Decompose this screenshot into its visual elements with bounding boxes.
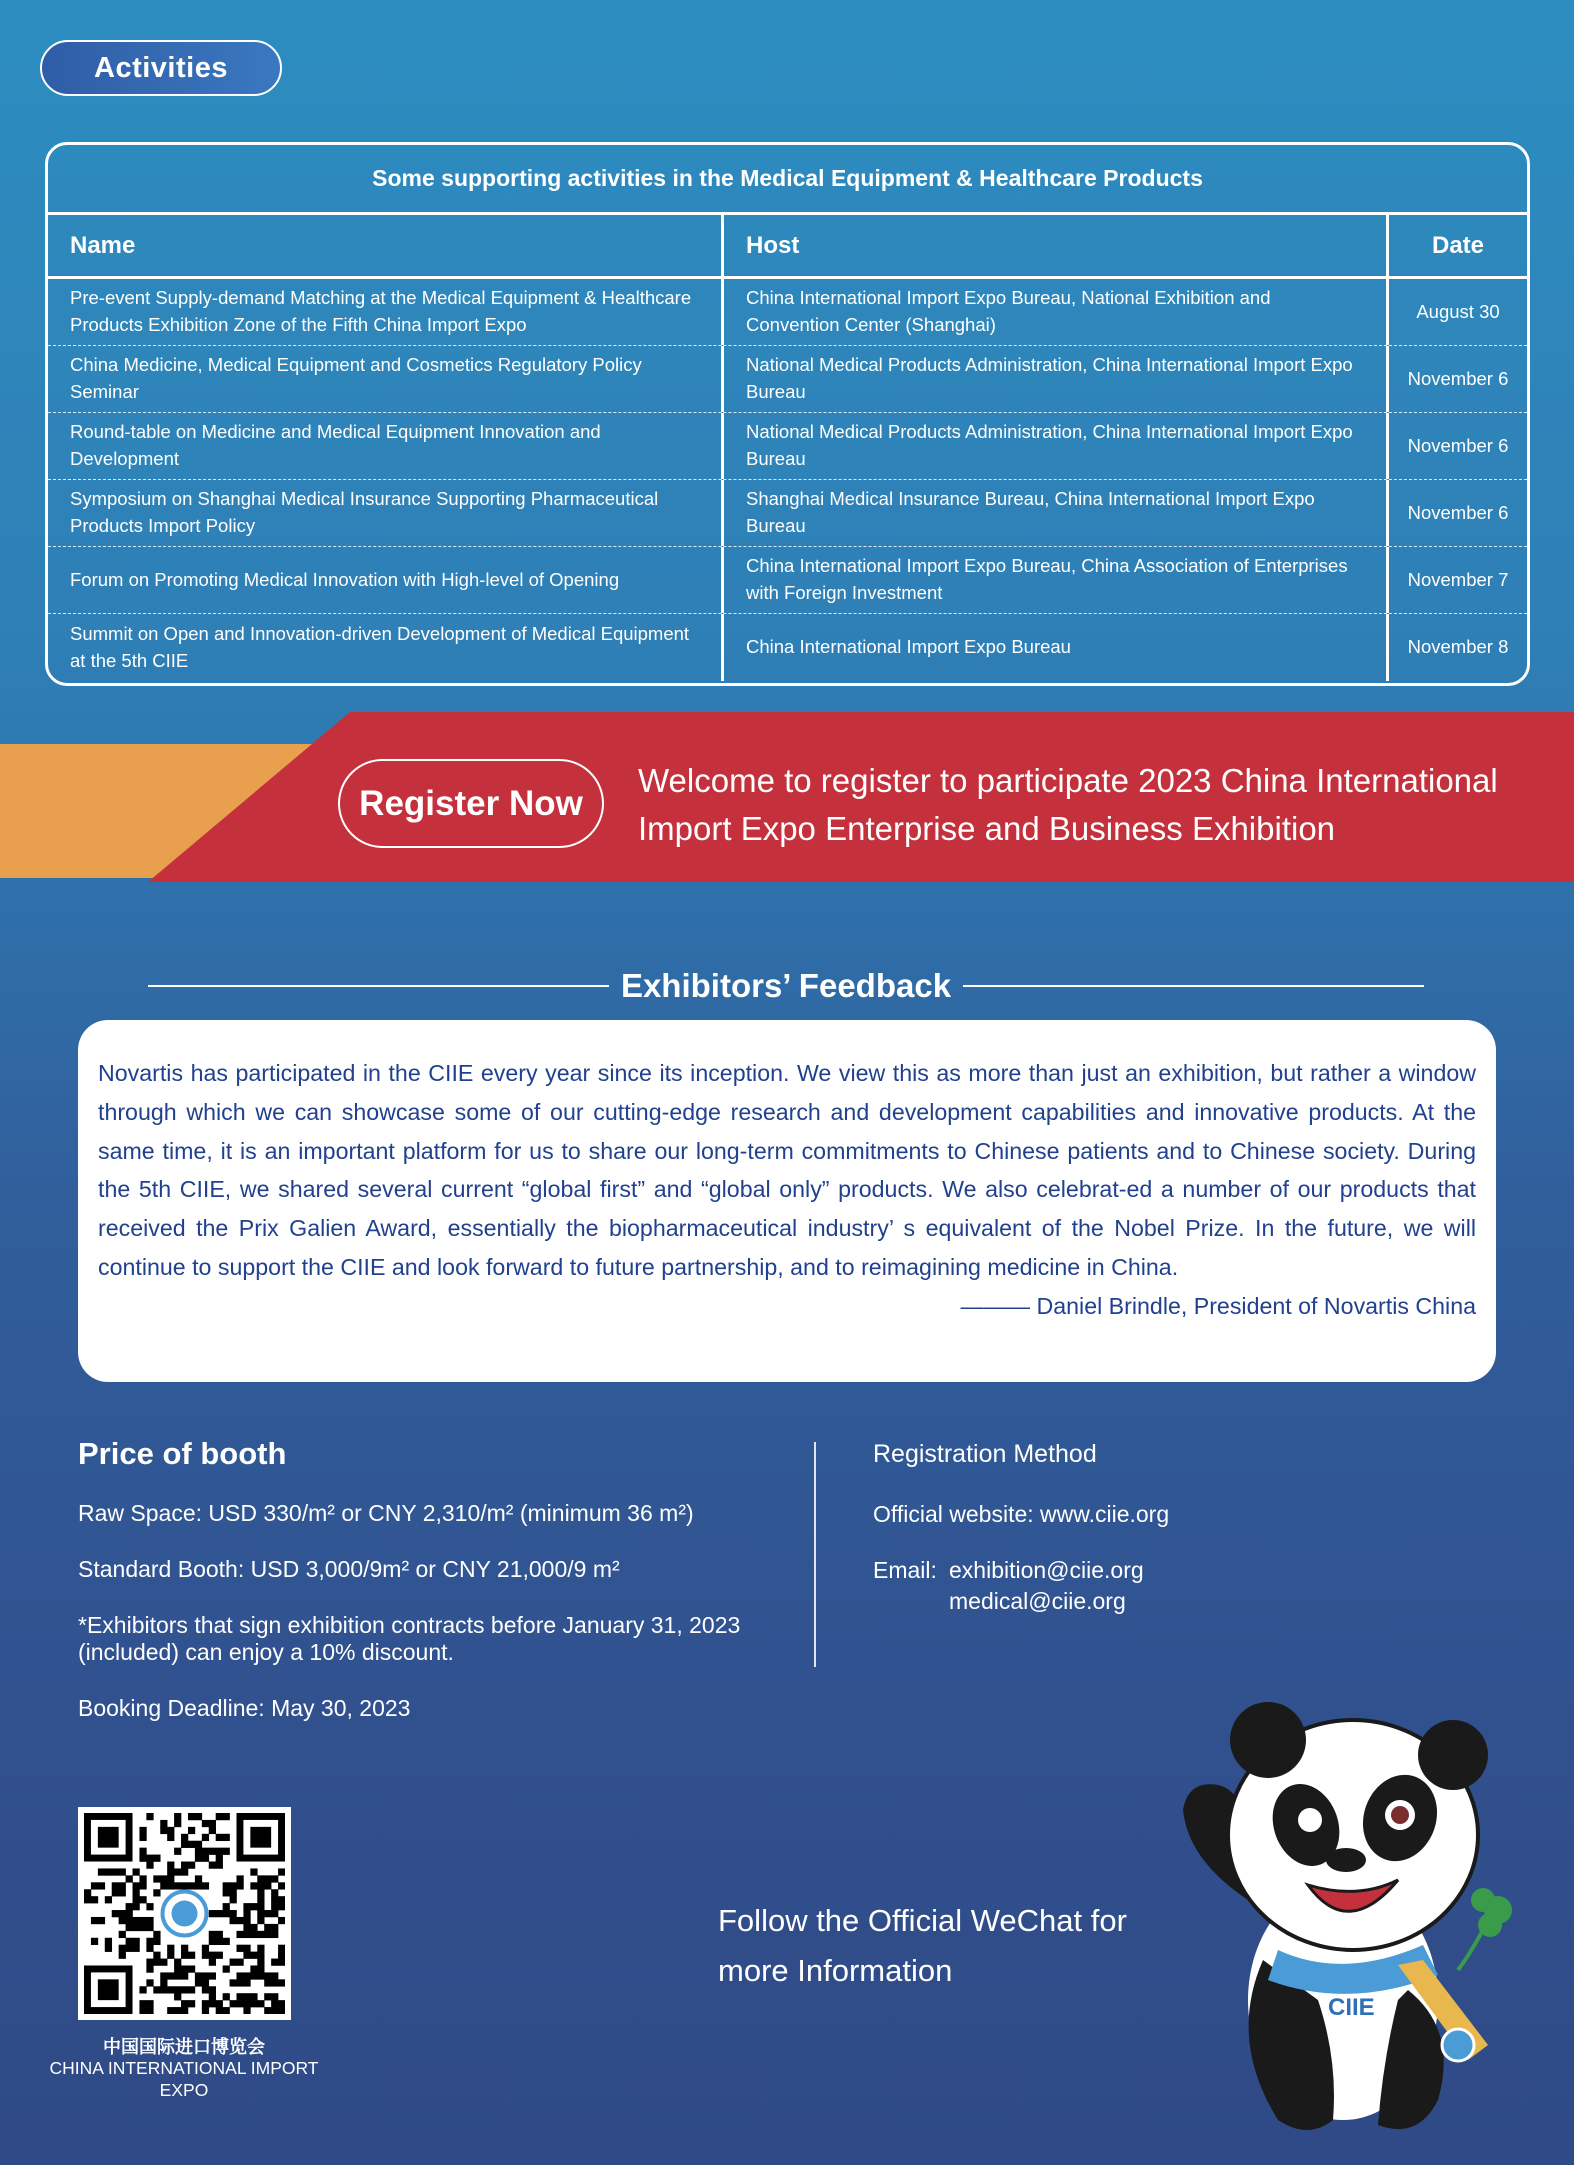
table-header xyxy=(48,215,1527,279)
price-deadline: Booking Deadline: May 30, 2023 xyxy=(78,1695,411,1721)
price-section xyxy=(78,1436,778,1751)
table-caption: Some supporting activities in the Medical Equipment & Healthcare Products xyxy=(48,145,1527,215)
row-host: China International Import Expo Bureau, China Association of Enterprises with Foreign Investment xyxy=(724,547,1389,613)
email-exhibition-link[interactable]: exhibition@ciie.org xyxy=(949,1557,1144,1583)
qr-code-icon xyxy=(84,1813,285,2014)
row-date: November 7 xyxy=(1407,568,1509,590)
row-name: Forum on Promoting Medical Innovation with High-level of Opening xyxy=(48,547,724,613)
table-row xyxy=(48,614,1527,681)
feedback-card xyxy=(78,1020,1496,1382)
price-standard-booth: Standard Booth: USD 3,000/9m² or CNY 21,000/9 m² xyxy=(78,1556,620,1582)
row-host: China International Import Expo Bureau xyxy=(724,614,1389,681)
row-host: National Medical Products Administration, China International Import Expo Bureau xyxy=(724,346,1389,412)
registration-section xyxy=(873,1440,1513,1617)
row-name: China Medicine, Medical Equipment and Cosmetics Regulatory Policy Seminar xyxy=(48,346,724,412)
row-host: Shanghai Medical Insurance Bureau, China International Import Expo Bureau xyxy=(724,480,1389,546)
registration-website[interactable]: Official website: www.ciie.org xyxy=(873,1501,1170,1527)
email-list xyxy=(949,1555,1144,1617)
table-row xyxy=(48,480,1527,547)
row-date: August 30 xyxy=(1416,300,1500,322)
table-row xyxy=(48,346,1527,413)
registration-email xyxy=(873,1555,1513,1617)
row-name: Summit on Open and Innovation-driven Development of Medical Equipment at the 5th CIIE xyxy=(48,614,724,681)
table-row xyxy=(48,547,1527,614)
header-date: Date xyxy=(1431,231,1485,259)
activities-table xyxy=(45,142,1530,686)
feedback-quote: Novartis has participated in the CIIE every year since its inception. We view this as more than just an exhibition, but rather a window through which we can showcase some of our cutting-edge research and development capabilities and innovative products. At the same time, it is an important platform for us to share our long-term commitments to Chinese patients and to Chinese society. During the 5th CIIE, we shared several current “global first” and “global only” products. We also celebrat-ed a number of our products that received the Prix Galien Award, essentially the biopharmaceutical industry’ s equivalent of the Nobel Prize. In the future, we will continue to support the CIIE and look forward to future partnership, and to reimagining medicine in China. xyxy=(98,1060,1476,1280)
price-raw-space: Raw Space: USD 330/m² or CNY 2,310/m² (minimum 36 m²) xyxy=(78,1500,694,1526)
row-host: National Medical Products Administration, China International Import Expo Bureau xyxy=(724,413,1389,479)
column-divider xyxy=(814,1442,816,1667)
follow-wechat-text: Follow the Official WeChat for more Information xyxy=(718,1903,1127,1988)
header-name: Name xyxy=(48,215,724,276)
feedback-title: Exhibitors’ Feedback xyxy=(620,967,952,1004)
row-date: November 6 xyxy=(1407,501,1509,523)
registration-title: Registration Method xyxy=(873,1440,1097,1468)
panda-mascot-icon xyxy=(1168,1700,1528,2145)
row-name: Symposium on Shanghai Medical Insurance Supporting Pharmaceutical Products Import Policy xyxy=(48,480,724,546)
register-now-button[interactable]: Register Now xyxy=(338,759,604,848)
mascot-badge-text: CIIE xyxy=(1328,1994,1375,2021)
feedback-heading xyxy=(148,964,1424,1008)
row-name: Pre-event Supply-demand Matching at the Medical Equipment & Healthcare Products Exhibition Zone of the Fifth China Import Expo xyxy=(48,279,724,345)
email-label: Email: xyxy=(873,1557,937,1583)
row-name: Round-table on Medicine and Medical Equipment Innovation and Development xyxy=(48,413,724,479)
price-title: Price of booth xyxy=(78,1436,287,1471)
wechat-qr-code xyxy=(78,1807,291,2020)
heading-rule-right xyxy=(963,985,1424,987)
heading-rule-left xyxy=(148,985,609,987)
row-host: China International Import Expo Bureau, National Exhibition and Convention Center (Shanghai) xyxy=(724,279,1389,345)
header-host: Host xyxy=(724,215,1389,276)
price-discount-note: *Exhibitors that sign exhibition contracts before January 31, 2023 (included) can enjoy a 10% discount. xyxy=(78,1612,741,1665)
table-row xyxy=(48,279,1527,346)
section-label-activities: Activities xyxy=(40,40,282,96)
row-date: November 6 xyxy=(1407,367,1509,389)
qr-caption-chinese: 中国国际进口博览会 xyxy=(103,2037,265,2057)
banner-welcome-text: Welcome to register to participate 2023 China International Import Expo Enterprise and Business Exhibition xyxy=(638,762,1498,847)
table-row xyxy=(48,413,1527,480)
email-medical-link[interactable]: medical@ciie.org xyxy=(949,1588,1126,1614)
row-date: November 8 xyxy=(1407,636,1509,658)
feedback-author: ——— Daniel Brindle, President of Novartis China xyxy=(960,1292,1476,1319)
qr-caption-english: CHINA INTERNATIONAL IMPORT EXPO xyxy=(49,2058,319,2100)
row-date: November 6 xyxy=(1407,434,1509,456)
